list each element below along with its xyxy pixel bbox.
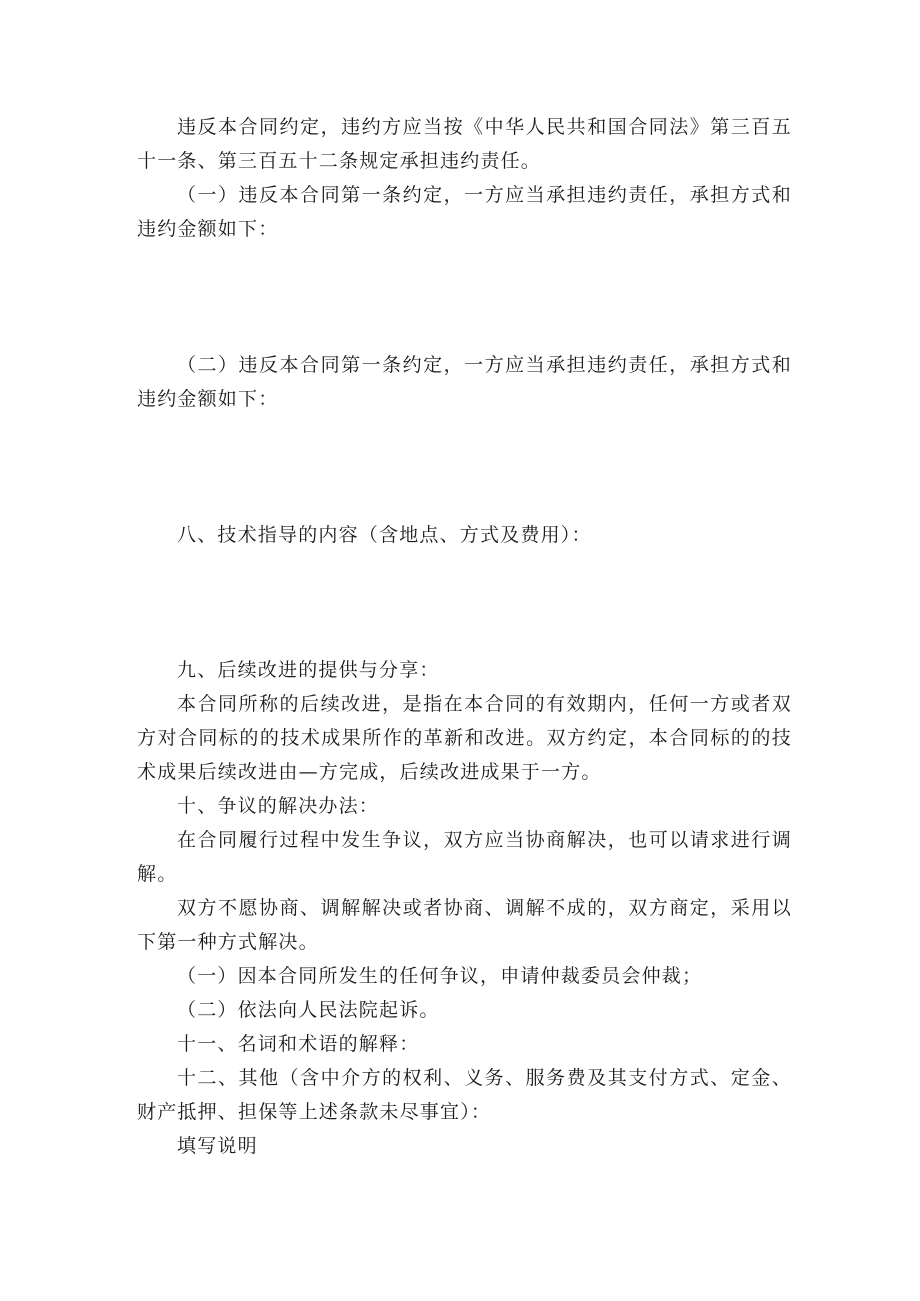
paragraph-arbitration: （一）因本合同所发生的任何争议，申请仲裁委员会仲裁； — [177, 965, 703, 987]
paragraph-liability-intro: 违反本合同约定，违约方应当按《中华人民共和国合同法》第三百五十一条、第三百五十二条规定承担违约责任。 — [137, 116, 792, 172]
heading-follow-up-improvement: 九、后续改进的提供与分享： — [177, 659, 440, 681]
heading-technical-guidance: 八、技术指导的内容（含地点、方式及费用）： — [177, 524, 592, 546]
paragraph-litigation: （二）依法向人民法院起诉。 — [177, 999, 440, 1021]
paragraph-follow-up-improvement: 本合同所称的后续改进，是指在本合同的有效期内，任何一方或者双方对合同标的的技术成果所作的革新和改进。双方约定，本合同标的的技术成果后续改进由—方完成，后续改进成果于一方。 — [137, 693, 792, 783]
heading-terms-explanation: 十一、名词和术语的解释： — [177, 1033, 420, 1055]
paragraph-breach-clause-1: （一）违反本合同第一条约定，一方应当承担违约责任，承担方式和违约金额如下： — [137, 184, 792, 240]
paragraph-breach-clause-2: （二）违反本合同第一条约定，一方应当承担违约责任，承担方式和违约金额如下： — [137, 354, 792, 410]
paragraph-dispute-method: 双方不愿协商、调解解决或者协商、调解不成的，双方商定，采用以下第一种方式解决。 — [137, 897, 792, 953]
heading-dispute-resolution: 十、争议的解决办法： — [177, 795, 380, 817]
heading-other-matters: 十二、其他（含中介方的权利、义务、服务费及其支付方式、定金、财产抵押、担保等上述条款未尽事宜）： — [137, 1067, 792, 1123]
paragraph-dispute-negotiation: 在合同履行过程中发生争议，双方应当协商解决，也可以请求进行调解。 — [137, 829, 792, 885]
heading-filling-instructions: 填写说明 — [177, 1135, 258, 1157]
